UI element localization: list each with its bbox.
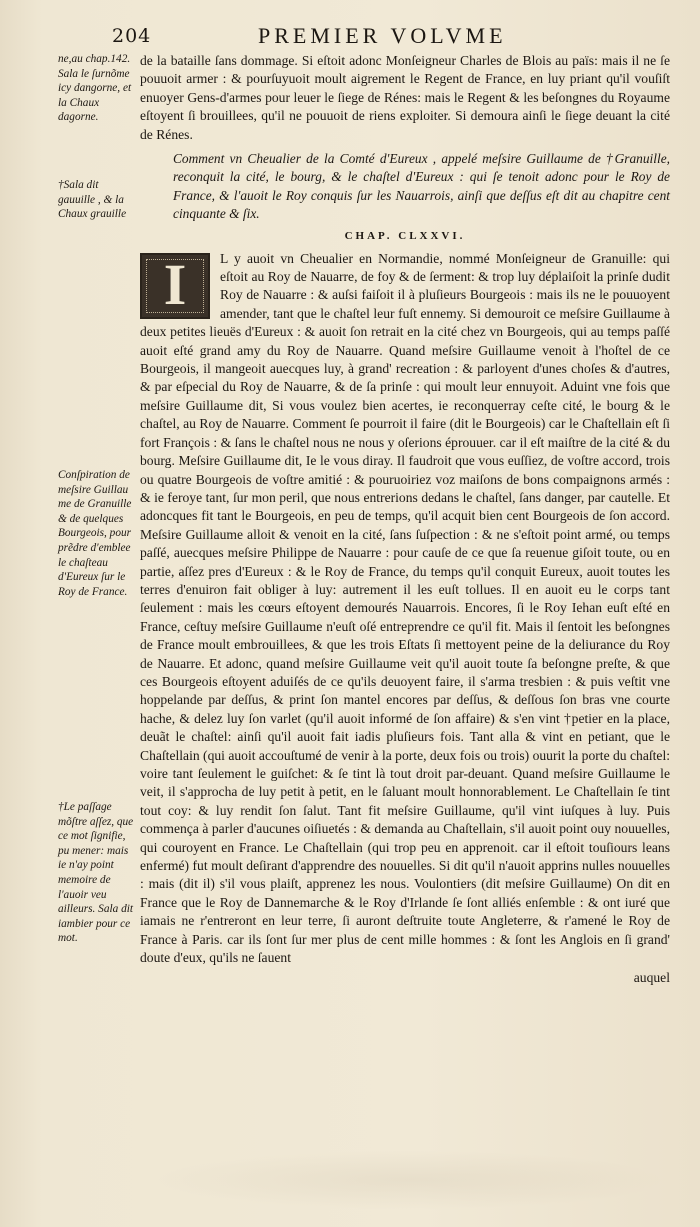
catchword: auquel bbox=[633, 970, 670, 986]
margin-note-sala-dangorne: ne,au chap.142. Sala le ſurnõme icy dangorne, et la Chaux dagorne. bbox=[58, 53, 132, 124]
chapter-body: L y auoit vn Cheualier en Normandie, nommé Monſeigneur de Granuille: qui eſtoit au Roy de Nauarre, de foy & de ſerment: & trop luy déplaiſoit la prinſe dudit Roy de Nauarre : & auſsi faiſoit il à pluſieurs Bourgeois : mais ils ne le pouuoyent amender, tant que le chaſtel leur fuſt ennemy. Si demouroit ce meſsire Guillaume à deux petites lieuës d'Eureux : & auoit ſon retrait en la cité chez vn Bourgeois, qui au temps paſſé auoit eſté grand amy du Roy de Nauarre. Quand meſsire Guillaume venoit à l'hoſtel de ce Bourgeois, il mangeoit auecques luy, à grand' recreation : & parloyent d'unes choſes & d'autres, & par eſpecial du Roy de Nauarre, & de ſa prinſe : qui moult leur ennuyoit. Aduint vne fois que meſsire Guillaume dit, Si vous voulez bien acertes, ie reconquerray ceſte cité, le bourg & le chaſtel, au Roy de Nauarre. Comment ſe pourroit il faire (dit le Bourgeois) car le Chaſtellain eſt ſi fort François : & ſans le chaſtel nous ne nous y oſerions éprouuer. car il eſt maiſtre de la cité & du bourg. Meſsire Guillaume dit, Ie le vous diray. Il faudroit que vous euſſiez, de voſtre accord, trois ou quatre Bourgeois de voſtre amitié : & pouruoiriez voz maiſons de bons compaignons armés : & ie feroye tant, ſur mon peril, que nous entrerions dedans le chaſtel, ſans danger, par cautelle. Et adoncques fit tant le Bourgeois, en peu de temps, qu'il acquit bien cent Bourgeois de ſon accord. Meſsire Guillaume alloit & venoit en la cité, ſans ſuſpection : & ne s'eſtoit point armé, ou temps paſſé, auecques meſsire Philippe de Nauarre : pour cauſe de ce que ſa reuenue giſoit toute, ou en partie, aſſez pres d'Eureux : & le Roy de France, du temps qu'il conquit Eureux, auoit toutes les terres d'enuiron fait obliger à luy: autrement il les euſt tollues. Il en auoit eu le corps tant ſeulement : mais les cœurs eſtoyent demourés Nauarrois. Encores, ſi le Roy Iehan euſt eſté en France, ceſtuy meſsire Guillaume n'euſt oſé entreprendre ce qu'il fit. Mais il ſentoit les beſongnes de France moult embrouillees, & que les trois Eſtats ſi mettoyent peine de la deliurance du Roy de Nauarre. Et adonc, quand meſsire Guillaume veit qu'il auoit toute ſa beſongne preſte, & que ces Bourgeois eſtoyent aduiſés de ce qu'ils deuoyent faire, il s'arma tresbien : & puis veſtit vne hoppelande par deſſus, & print ſon mantel encores par deſſus, & deſſous ſon bras vne courte hache, & delez luy ſon varlet (qu'il auoit informé de ſon affaire) & s'en vint †petier en la place, deuãt le chaſtel: ainſi qu'il auoit fait iadis pluſieurs fois. Tant alla & vint en petiant, que le Chaſtellain (qui auoit accouſtumé de venir à la porte, deux fois ou trois) ouurit la porte du chaſtel: voire tant ſeulement le guiſchet: & ſe tint là tout droit par-deuant. Quand meſsire Guillaume le veit, il s'approcha de luy petit à petit, en le ſaluant moult honnorablement. Le Chaſtellain ſe tint tout coy: & luy rendit ſon ſalut. Tant fit meſsire Guillaume, qu'il vint iuſques à luy. Puis commença à parler d'aucunes oiſiuetés : & demanda au Chaſtellain, s'il auoit point ouy nouuelles, qui couroyent en France. Le Chaſtellain (qui trop peu en apprenoit. car il eſtoit touſiours leans enfermé) fut moult deſirant d'apprendre des nouuelles. Si dit qu'il n'auoit apprins nulles nouuelles : mais (dit il) s'il vous plaiſt, apprenez les nous. Voulontiers (dit meſsire Guillaume) On dit en France que le Roy de Dannemarche & le Roy d'Irlande ſe ſont alliés enſemble : & ont iuré que iamais ne r'entreront en leur terre, ſi auront deſtruite toute Angleterre, & r'amené le Roy de France à Paris. car ils ſont ſur mer plus de cent mille hommes : & ſont les Anglois en ſi grand' doute d'eux, qu'ils ne ſauent bbox=[140, 250, 670, 966]
chapter-number: CHAP. CLXXVI. bbox=[344, 230, 466, 243]
page-number: 204 bbox=[112, 25, 152, 47]
paragraph-opening: de la bataille ſans dommage. Si eſtoit adonc Monſeigneur Charles de Blois au païs: mais il ne ſe pouuoit armer : & pourſuyuoit moult aigrement le Regent de France, en luy priant qu'il vouſiſt enuoyer Gens-d'armes pour leuer le ſiege de Rénes: mais le Regent & les beſongnes du Royaume eſtoyent ſi brouillees, qu'il ne pouuoit de riens exploiter. Si demoura ainſi le ſiege deuant la cité de Rénes. bbox=[140, 53, 670, 142]
margin-note-conspiration: Conſpiration de meſsire Guillau me de Granuille & de quelques Bourgeois, pour prẽdre d'emblee le chaſteau d'Eureux ſur le Roy de France. bbox=[58, 469, 132, 598]
running-head: PREMIER VOLVME bbox=[258, 23, 507, 48]
show-through-stain bbox=[150, 1150, 670, 1210]
chapter-heading: Comment vn Cheualier de la Comté d'Eureux , appelé meſsire Guillaume de †Granuille, reconquit la cité, le bourg, & le chaſtel d'Eureux : qui ſe tenoit adonc pour le Roy de France, & l'auoit le Roy conquis ſur les Nauarrois, ainſi que deſſus eſt dit au chapitre cent cinquante & ſix. bbox=[173, 151, 670, 221]
margin-note-petier: †Le paſſage mõſtre aſſez, que ce mot ſignifie, pu mener: mais ie n'ay point memoire de l'auoir veu ailleurs. Sala dit iambier pour ce mot. bbox=[58, 801, 134, 945]
main-text bbox=[140, 52, 670, 988]
margin-note-granuille: †Sala dit gauuille , & la Chaux grauille bbox=[58, 179, 127, 221]
decorated-initial: I bbox=[140, 253, 210, 319]
